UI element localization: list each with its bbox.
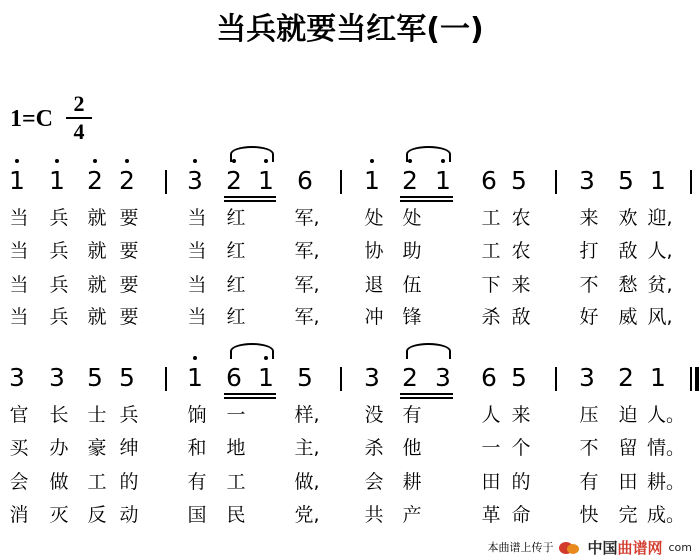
lyric-char: 当 — [187, 306, 207, 328]
lyric-char: 国 — [187, 504, 207, 526]
lyric-char: 豪 — [87, 437, 107, 459]
lyric-char: 要 — [119, 240, 139, 262]
tie-arc — [230, 146, 274, 162]
lyric-char: 兵 — [49, 306, 69, 328]
note: 3 — [579, 166, 595, 195]
lyric-char: 有 — [187, 471, 207, 493]
lyric-char: 有 — [402, 404, 422, 426]
lyric-char: 红 — [226, 274, 246, 296]
lyric-char: 绅 — [119, 437, 139, 459]
lyric-char: 一 — [226, 404, 246, 426]
beam-underline — [224, 200, 276, 202]
lyric-char: 处 — [364, 207, 384, 229]
note: 5 — [511, 363, 527, 392]
lyric-char: 当 — [9, 240, 29, 262]
note: 2 — [402, 363, 418, 392]
final-bar-line — [695, 367, 699, 391]
lyric-char: 工 — [481, 207, 501, 229]
high-octave-dot — [15, 159, 19, 163]
lyric-char: 命 — [511, 504, 531, 526]
logo-text-red: 曲谱网 — [617, 539, 663, 557]
lyric-char: 产 — [402, 504, 422, 526]
lyric-char: 欢 — [618, 207, 638, 229]
time-signature — [66, 92, 92, 144]
key-signature: 1=C — [10, 106, 54, 132]
lyric-char: 耕 — [402, 471, 422, 493]
high-octave-dot — [370, 159, 374, 163]
bar-line — [165, 367, 167, 391]
beam-underline — [224, 393, 276, 395]
note: 1 — [433, 168, 453, 194]
lyric-char: 办 — [49, 437, 69, 459]
lyric-char: 要 — [119, 306, 139, 328]
lyric-char: 反 — [87, 504, 107, 526]
lyric-char: 没 — [364, 404, 384, 426]
bar-line — [690, 170, 692, 194]
logo-text-black: 中国 — [587, 539, 618, 557]
lyric-char: 来 — [511, 274, 531, 296]
note: 6 — [481, 166, 497, 195]
lyric-char: 协 — [364, 240, 384, 262]
tie-arc — [230, 343, 274, 359]
lyric-char: 助 — [402, 240, 422, 262]
note: 2 — [85, 168, 105, 194]
lyric-char: 灭 — [49, 504, 69, 526]
lyric-char: 压 — [579, 404, 599, 426]
lyric-char: 民 — [226, 504, 246, 526]
note: 2 — [117, 168, 137, 194]
note: 1 — [185, 365, 205, 391]
time-signature-top: 2 — [73, 91, 85, 116]
lyric-char: 成。 — [647, 504, 686, 526]
time-signature-bottom: 4 — [73, 119, 85, 144]
lyric-char: 当 — [9, 274, 29, 296]
lyric-char: 就 — [87, 306, 107, 328]
lyric-char: 做, — [294, 471, 320, 493]
tie-arc — [406, 146, 451, 162]
lyric-char: 有 — [579, 471, 599, 493]
lyric-char: 兵 — [119, 404, 139, 426]
lyric-char: 动 — [119, 504, 139, 526]
lyric-char: 共 — [364, 504, 384, 526]
note: 2 — [618, 363, 634, 392]
note: 1 — [256, 365, 276, 391]
lyric-char: 军, — [294, 207, 320, 229]
lyric-char: 他 — [402, 437, 422, 459]
lyric-char: 人。 — [647, 404, 686, 426]
note: 5 — [87, 363, 103, 392]
lyric-char: 快 — [579, 504, 599, 526]
note: 1 — [7, 168, 27, 194]
lyric-char: 杀 — [364, 437, 384, 459]
note: 2 — [400, 168, 420, 194]
bar-line — [340, 367, 342, 391]
bar-line — [690, 367, 692, 391]
lyric-char: 一 — [481, 437, 501, 459]
lyric-char: 主, — [294, 437, 320, 459]
lyric-char: 红 — [226, 207, 246, 229]
lyric-char: 人 — [481, 404, 501, 426]
lyric-char: 士 — [87, 404, 107, 426]
lyric-char: 会 — [9, 471, 29, 493]
note: 1 — [650, 363, 666, 392]
lyric-char: 处 — [402, 207, 422, 229]
note: 5 — [119, 363, 135, 392]
lyric-char: 军, — [294, 306, 320, 328]
bar-line — [555, 170, 557, 194]
note: 1 — [650, 166, 666, 195]
note: 1 — [47, 168, 67, 194]
lyric-char: 工 — [481, 240, 501, 262]
beam-underline — [400, 393, 453, 395]
lyric-char: 革 — [481, 504, 501, 526]
note: 3 — [9, 363, 25, 392]
lyric-char: 就 — [87, 240, 107, 262]
lyric-char: 田 — [618, 471, 638, 493]
lyric-char: 个 — [511, 437, 531, 459]
note: 6 — [297, 166, 313, 195]
lyric-char: 军, — [294, 274, 320, 296]
note: 3 — [185, 168, 205, 194]
lyric-char: 农 — [511, 240, 531, 262]
lyric-char: 情。 — [647, 437, 686, 459]
lyric-char: 来 — [579, 207, 599, 229]
lyric-char: 好 — [579, 306, 599, 328]
logo-domain: com — [668, 541, 692, 554]
lyric-char: 当 — [187, 274, 207, 296]
beam-underline — [400, 397, 453, 399]
lyric-char: 消 — [9, 504, 29, 526]
high-octave-dot — [193, 356, 197, 360]
lyric-char: 耕。 — [647, 471, 686, 493]
lyric-char: 地 — [226, 437, 246, 459]
site-logo-text[interactable] — [587, 539, 662, 557]
lyric-char: 退 — [364, 274, 384, 296]
lyric-char: 不 — [579, 274, 599, 296]
lyric-char: 红 — [226, 240, 246, 262]
lyric-char: 和 — [187, 437, 207, 459]
lyric-char: 农 — [511, 207, 531, 229]
high-octave-dot — [193, 159, 197, 163]
lyric-char: 当 — [187, 207, 207, 229]
lyric-char: 饷 — [187, 404, 207, 426]
note: 1 — [362, 168, 382, 194]
lyric-char: 红 — [226, 306, 246, 328]
lyric-char: 杀 — [481, 306, 501, 328]
lyric-char: 工 — [226, 471, 246, 493]
note: 1 — [256, 168, 276, 194]
lyric-char: 样, — [294, 404, 320, 426]
site-logo-icon — [559, 540, 581, 556]
lyric-char: 兵 — [49, 207, 69, 229]
tie-arc — [406, 343, 451, 359]
song-title: 当兵就要当红军(一) — [216, 12, 484, 47]
note: 3 — [49, 363, 65, 392]
lyric-char: 要 — [119, 274, 139, 296]
high-octave-dot — [55, 159, 59, 163]
note: 3 — [579, 363, 595, 392]
lyric-char: 工 — [87, 471, 107, 493]
note: 6 — [481, 363, 497, 392]
lyric-char: 锋 — [402, 306, 422, 328]
lyric-char: 官 — [9, 404, 29, 426]
beam-underline — [400, 200, 453, 202]
lyric-char: 留 — [618, 437, 638, 459]
lyric-char: 当 — [9, 207, 29, 229]
note: 6 — [226, 363, 242, 392]
beam-underline — [400, 196, 453, 198]
lyric-char: 迫 — [618, 404, 638, 426]
high-octave-dot — [125, 159, 129, 163]
lyric-char: 风, — [647, 306, 673, 328]
lyric-char: 买 — [9, 437, 29, 459]
lyric-char: 当 — [9, 306, 29, 328]
lyric-char: 就 — [87, 274, 107, 296]
bar-line — [555, 367, 557, 391]
lyric-char: 党, — [294, 504, 320, 526]
lyric-char: 迎, — [647, 207, 673, 229]
lyric-char: 兵 — [49, 240, 69, 262]
lyric-char: 下 — [481, 274, 501, 296]
bar-line — [165, 170, 167, 194]
lyric-char: 田 — [481, 471, 501, 493]
note: 3 — [435, 363, 451, 392]
lyric-char: 伍 — [402, 274, 422, 296]
beam-underline — [224, 397, 276, 399]
footer — [487, 539, 692, 557]
lyric-char: 人, — [647, 240, 673, 262]
note: 5 — [511, 166, 527, 195]
lyric-char: 兵 — [49, 274, 69, 296]
lyric-char: 敌 — [618, 240, 638, 262]
lyric-char: 愁 — [618, 274, 638, 296]
bar-line — [340, 170, 342, 194]
lyric-char: 做 — [49, 471, 69, 493]
note: 2 — [224, 168, 244, 194]
high-octave-dot — [93, 159, 97, 163]
lyric-char: 当 — [187, 240, 207, 262]
lyric-char: 贫, — [647, 274, 673, 296]
lyric-char: 会 — [364, 471, 384, 493]
beam-underline — [224, 196, 276, 198]
lyric-char: 的 — [511, 471, 531, 493]
lyric-char: 的 — [119, 471, 139, 493]
lyric-char: 完 — [618, 504, 638, 526]
lyric-char: 威 — [618, 306, 638, 328]
lyric-char: 就 — [87, 207, 107, 229]
note: 5 — [618, 166, 634, 195]
lyric-char: 冲 — [364, 306, 384, 328]
lyric-char: 不 — [579, 437, 599, 459]
note: 5 — [297, 363, 313, 392]
lyric-char: 军, — [294, 240, 320, 262]
lyric-char: 来 — [511, 404, 531, 426]
lyric-char: 打 — [579, 240, 599, 262]
upload-text: 本曲谱上传于 — [487, 541, 554, 554]
lyric-char: 长 — [49, 404, 69, 426]
lyric-char: 要 — [119, 207, 139, 229]
note: 3 — [364, 363, 380, 392]
lyric-char: 敌 — [511, 306, 531, 328]
